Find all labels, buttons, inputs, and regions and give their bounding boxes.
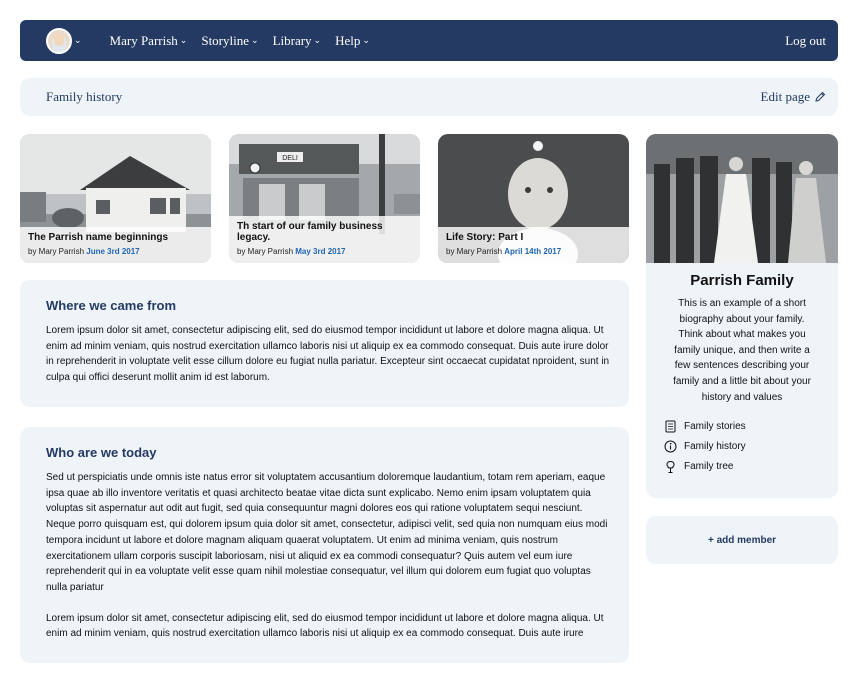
story-title: The Parrish name beginnings	[28, 232, 169, 243]
avatar	[46, 28, 72, 54]
story-meta: by Mary Parrish June 3rd 2017	[28, 247, 140, 256]
story-title: Life Story: Part I	[446, 232, 524, 243]
story-date[interactable]: April 14th 2017	[504, 247, 562, 256]
edit-page-button[interactable]: Edit page	[761, 89, 826, 105]
pencil-icon	[814, 91, 826, 103]
section-who-are-we-today	[20, 427, 629, 663]
family-profile-card	[646, 134, 838, 498]
family-links	[664, 416, 746, 476]
chevron-down-icon: ⌄	[179, 35, 188, 45]
section-paragraph: Lorem ipsum dolor sit amet, consectetur adipiscing elit, sed do eiusmod tempor incididunt ut labore et dolore magna aliqua. Ut enim ad minim veniam, quis nostrud exercitation ullamco laboris nisi ut aliquip ex ea commodo consequat. Duis aute irure	[46, 612, 604, 640]
add-member-button[interactable]	[646, 516, 838, 564]
logout-link[interactable]: Log out	[785, 32, 826, 48]
story-caption	[20, 227, 211, 263]
document-icon	[664, 420, 677, 433]
info-icon	[664, 440, 677, 453]
user-menu[interactable]	[46, 28, 82, 54]
family-photo	[646, 134, 838, 263]
add-member-label: + add member	[707, 534, 777, 546]
chevron-down-icon: ⌄	[313, 35, 322, 45]
chevron-down-icon: ⌄	[362, 35, 370, 45]
nav-library[interactable]: Library ⌄	[272, 32, 322, 48]
section-paragraph: Sed ut perspiciatis unde omnis iste natus error sit voluptatem accusantium doloremque laudantium, totam rem aperiam, eaque ipsa quae ab illo inventore veritatis et quasi architecto beatae vitae dicta sunt explicabo. Nemo enim ipsam voluptatem quia voluptas sit aspernatur aut odit aut fugit, sed quia consequuntur magni dolores eos qui ratione voluptatem sequi nesciunt. Neque porro quisquam est, qui dolorem ipsum quia dolor sit amet, consectetur, adipisci velit, sed quia non numquam eius modi tempora incidunt ut labore et dolore magnam aliquam quaerat voluptatem. Ut enim ad minima veniam, quis nostrum exercitationem ullam corporis suscipit laboriosam, nisi ut aliquid ex ea commodi consequatur? Quis autem vel eum iure reprehenderit qui in ea voluptate velit esse quam nihil molestiae consequatur, vel illum qui dolorem eum fugiat quo voluptas nulla pariatur	[46, 472, 608, 593]
chevron-down-icon: ⌄	[251, 35, 259, 45]
family-tree-link[interactable]: Family tree	[664, 456, 746, 476]
section-where-we-came-from	[20, 280, 629, 407]
nav-storyline[interactable]: Storyline ⌄	[201, 32, 259, 48]
tree-icon	[664, 460, 677, 473]
story-caption	[438, 227, 629, 263]
story-meta: by Mary Parrish April 14th 2017	[446, 247, 562, 256]
story-date[interactable]: June 3rd 2017	[86, 247, 140, 256]
story-meta: by Mary Parrish May 3rd 2017	[237, 247, 346, 256]
deli-sign: DELI	[282, 155, 298, 162]
page-header	[20, 78, 838, 116]
section-heading: Where we came from	[46, 298, 177, 313]
section-paragraph: Lorem ipsum dolor sit amet, consectetur adipiscing elit, sed do eiusmod tempor incididunt ut labore et dolore magna aliqua. Ut enim ad minim veniam, quis nostrud exercitation ullamco laboris nisi ut aliquip ex ea commodo consequat. Duis aute irure dolor in reprehenderit in voluptate velit esse cillum dolore eu fugiat nulla pariatur. Excepteur sint occaecat cupidatat nproident, sunt in culpa qui offici deserunt mollit anim id est laborum.	[46, 325, 610, 384]
nav-user-name[interactable]: Mary Parrish ⌄	[109, 32, 188, 48]
family-name: Parrish Family	[690, 272, 794, 289]
story-title: Th start of our family business legacy.	[237, 221, 383, 243]
story-card[interactable]	[229, 134, 420, 263]
chevron-down-icon: ⌄	[74, 35, 82, 45]
top-navbar	[20, 20, 838, 61]
story-card[interactable]	[438, 134, 629, 263]
story-caption	[229, 216, 420, 263]
family-stories-link[interactable]: Family stories	[664, 416, 746, 436]
page-title: Family history	[46, 89, 123, 104]
section-heading: Who are we today	[46, 445, 157, 460]
story-card[interactable]	[20, 134, 211, 263]
story-date[interactable]: May 3rd 2017	[295, 247, 346, 256]
family-description: This is an example of a short biography about your family. Think about what makes you family unique, and then write a few sentences describing your family and a little bit about your history and values	[673, 298, 811, 403]
family-history-link[interactable]: Family history	[664, 436, 746, 456]
nav-help[interactable]: Help ⌄	[335, 32, 370, 48]
